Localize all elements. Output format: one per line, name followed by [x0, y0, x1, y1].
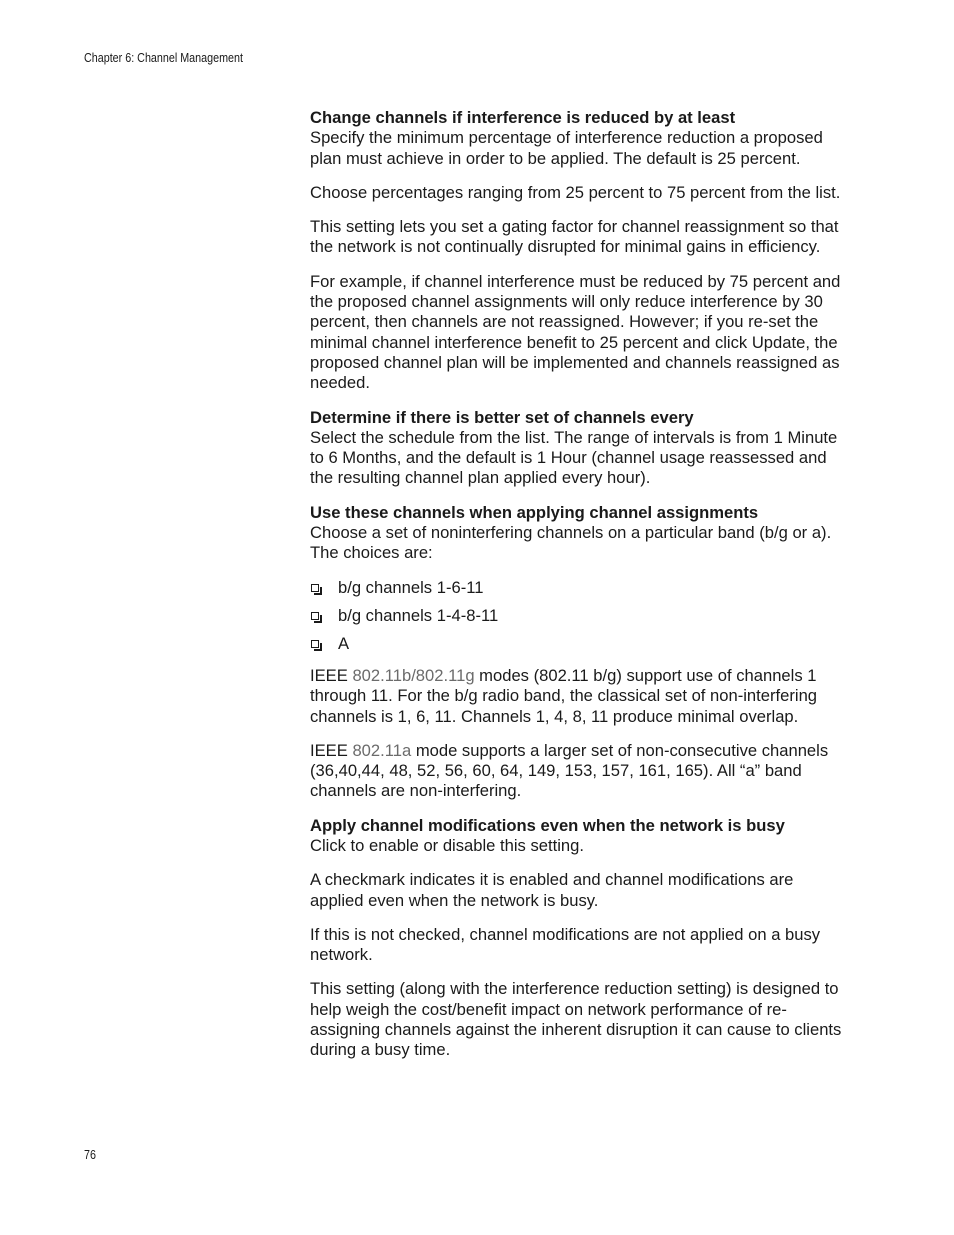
- busy-paragraph-purpose: This setting (along with the interference reduction setting) is designed to help weigh the cost/benefit impact on network performance of re-assigning channels against the inherent disruption it can cause to clients during a busy time.: [310, 979, 842, 1060]
- busy-description: Click to enable or disable this setting.: [310, 835, 584, 855]
- main-content: [310, 108, 844, 1075]
- list-item: [310, 606, 844, 626]
- interference-description: Specify the minimum percentage of interference reduction a proposed plan must achieve in order to be applied. The default is 25 percent.: [310, 128, 823, 168]
- channel-choices-list: [310, 578, 844, 654]
- checkbox-bullet-icon: [311, 584, 319, 592]
- interference-term: Change channels if interference is reduced by at least: [310, 108, 736, 127]
- a-rest: mode supports a larger set of non-consecutive channels (36,40,44, 48, 52, 56, 60, 64, 149, 153, 157, 161, 165). All “a” band channels are non-interfering.: [310, 740, 829, 801]
- busy-setting: [310, 816, 844, 857]
- schedule-term: Determine if there is better set of channels every: [310, 407, 694, 427]
- schedule-setting: [310, 408, 844, 489]
- checkbox-bullet-icon: [311, 612, 319, 620]
- a-standard-link[interactable]: 802.11a: [352, 740, 412, 760]
- interference-paragraph-gating: This setting lets you set a gating factor for channel reassignment so that the network is not continually disrupted for minimal gains in efficiency.: [310, 217, 839, 257]
- schedule-description: Select the schedule from the list. The range of intervals is from 1 Minute to 6 Months, and the default is 1 Hour (channel usage reassessed and the resulting channel plan applied every hour).: [310, 427, 838, 488]
- choice-label: A: [338, 633, 350, 653]
- busy-term: Apply channel modifications even when the network is busy: [310, 815, 785, 835]
- list-item: [310, 578, 844, 598]
- choice-label: b/g channels 1-6-11: [338, 577, 484, 597]
- bg-prefix: IEEE: [310, 665, 353, 685]
- page-number: 76: [84, 1148, 96, 1162]
- bg-band-paragraph: [310, 666, 844, 727]
- a-prefix: IEEE: [310, 740, 353, 760]
- bg-standard-link[interactable]: 802.11b/802.11g: [352, 665, 475, 685]
- bg-rest: modes (802.11 b/g) support use of channels 1 through 11. For the b/g radio band, the classical set of non-interfering channels is 1, 6, 11. Channels 1, 4, 8, 11 produce minimal overlap.: [310, 665, 818, 726]
- interference-paragraph-example: For example, if channel interference must be reduced by 75 percent and the proposed channel assignments will only reduce interference by 30 percent, then channels are not reassigned. However; if you re-set the minimal channel interference benefit to 25 percent and click Update, the proposed channel plan will be implemented and channels reassigned as needed.: [310, 271, 841, 393]
- choice-label: b/g channels 1-4-8-11: [338, 605, 499, 625]
- checkbox-bullet-icon: [311, 640, 319, 648]
- busy-paragraph-disabled: If this is not checked, channel modifications are not applied on a busy network.: [310, 924, 821, 965]
- channels-term: Use these channels when applying channel assignments: [310, 502, 759, 522]
- channels-description: Choose a set of noninterfering channels on a particular band (b/g or a). The choices are:: [310, 523, 832, 563]
- a-band-paragraph: [310, 741, 844, 802]
- channels-setting: [310, 503, 844, 564]
- interference-paragraph-range: Choose percentages ranging from 25 percent to 75 percent from the list.: [310, 182, 841, 202]
- busy-paragraph-enabled: A checkmark indicates it is enabled and channel modifications are applied even when the network is busy.: [310, 870, 794, 910]
- interference-setting: [310, 108, 844, 169]
- list-item: [310, 634, 844, 654]
- running-head: Chapter 6: Channel Management: [84, 51, 243, 65]
